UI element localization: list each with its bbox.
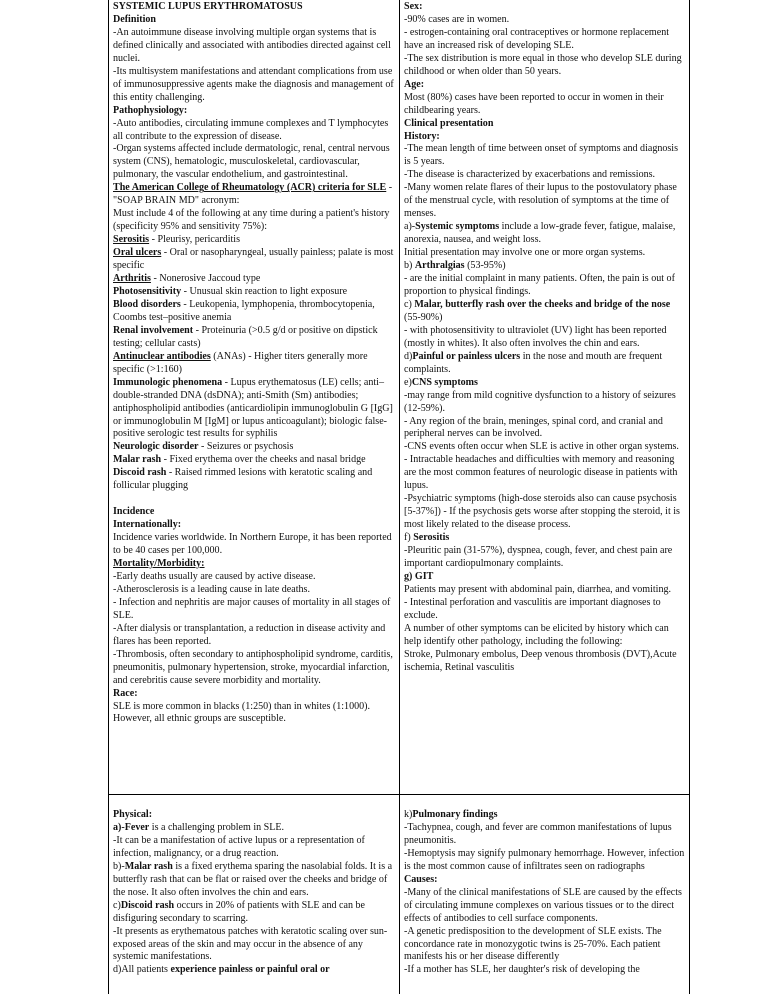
item-e (404, 377, 686, 390)
item-a-text-2: Initial presentation may involve one or more organ systems. (404, 247, 646, 259)
item-a-label: a)- (404, 221, 416, 233)
sex-line-1: -90% cases are in women. (404, 13, 510, 25)
item-e-line-3: -CNS events often occur when SLE is active in other organ systems. (404, 441, 679, 453)
mortality-heading: Mortality/Morbidity: (113, 558, 205, 570)
physical-b-label: b)- (113, 860, 125, 872)
item-e-term: CNS symptoms (411, 376, 478, 388)
physical-a-line-2: -It can be a manifestation of active lupus or a representation of infection, malignancy, or a drug reaction. (113, 834, 365, 859)
right-bottom-cell (400, 809, 689, 994)
race-text: SLE is more common in blacks (1:250) than in whites (1:1000). However, all ethnic groups are susceptible. (113, 700, 370, 725)
physical-b-term: Malar rash (124, 860, 173, 872)
physical-d-term: experience painless or painful oral or (170, 964, 330, 976)
physical-d (113, 964, 396, 977)
criteria-item (113, 325, 396, 351)
criteria-text: - Pleurisy, pericarditis (149, 234, 240, 246)
item-d (404, 351, 686, 377)
item-c-text-2: - with photosensitivity to ultraviolet (UV) light has been reported (mostly in whites). It also often involves the chin and ears. (404, 324, 667, 349)
left-top-cell (109, 1, 399, 793)
age-heading: Age: (404, 78, 425, 90)
mortality-line-1: -Early deaths usually are caused by active disease. (113, 570, 316, 582)
criteria-term: Serositis (113, 234, 150, 246)
item-b-text-2: - are the initial complaint in many patients. Often, the pain is out of proportion to physical findings. (404, 273, 675, 297)
criteria-item (113, 234, 396, 247)
race-heading: Race: (113, 687, 138, 699)
internationally-heading: Internationally: (113, 519, 182, 531)
item-a (404, 221, 686, 247)
physical-c (113, 900, 396, 926)
incidence-heading: Incidence (113, 506, 155, 518)
item-c-label: c) (404, 298, 415, 310)
item-g-term: GIT (414, 570, 434, 582)
item-g-line-2: - Intestinal perforation and vasculitis are important diagnoses to exclude. (404, 596, 661, 621)
physical-a-text: is a challenging problem in SLE. (149, 821, 285, 833)
criteria-text: - Proteinuria (>0.5 g/d or positive on dipstick testing; cellular casts) (113, 324, 378, 349)
causes-line-3: -If a mother has SLE, her daughter's risk of developing the (404, 964, 640, 976)
criteria-text: - Oral or nasopharyngeal, usually painless; palate is most specific (113, 247, 394, 272)
definition-para-2: -Its multisystem manifestations and attendant complications from use of immunosuppressive agents make the diagnosis and management of this entity challenging. (113, 65, 394, 103)
acr-heading-title: The American College of Rheumatology (ACR) criteria for SLE (113, 182, 387, 194)
item-k (404, 809, 686, 822)
criteria-text: - Unusual skin reaction to light exposure (181, 285, 348, 297)
criteria-term: Discoid rash (113, 467, 167, 479)
criteria-term: Malar rash (113, 454, 162, 466)
physical-c-line-2: -It presents as erythematous patches with keratotic scaling over sun-exposed areas of the skin and may occur in the absence of any systemic manifestations. (113, 925, 388, 963)
causes-line-1: -Many of the clinical manifestations of SLE are caused by the effects of circulating immune complexes on various tissues or to the direct effects of antibodies to cell surface components. (404, 886, 682, 924)
physical-a (113, 822, 396, 835)
item-k-line-1: -Tachypnea, cough, and fever are common manifestations of lupus pneumonitis. (404, 821, 672, 846)
criteria-item (113, 377, 396, 442)
item-c-term: Malar, butterfly rash over the cheeks and bridge of the nose (414, 298, 671, 310)
internationally-text: Incidence varies worldwide. In Northern Europe, it has been reported to be 40 cases per 100,000. (113, 532, 392, 557)
item-b (404, 260, 686, 273)
criteria-text: - Lupus erythematosus (LE) cells; anti–double-stranded DNA (dsDNA); anti-Smith (Sm) antibodies; antiphospholipid antibodies (anticardiolipin immunoglobulin G [IgG] or immunoglobulin M [IgM] or lupus anticoagulant); biologic false-positive serologic test results for syphilis (113, 376, 393, 440)
item-g-line-1: Patients may present with abdominal pain, diarrhea, and vomiting. (404, 583, 672, 595)
history-line-1: -The mean length of time between onset of symptoms and diagnosis is 5 years. (404, 143, 678, 168)
criteria-text: - Leukopenia, lymphopenia, thrombocytopenia, Coombs test–positive anemia (113, 298, 375, 323)
document-title: SYSTEMIC LUPUS ERYTHROMATOSUS (113, 1, 303, 12)
mortality-line-3: - Infection and nephritis are major causes of mortality in all stages of SLE. (113, 596, 391, 621)
criteria-term: Photosensitivity (113, 285, 182, 297)
criteria-item (113, 286, 396, 299)
item-b-text: (53-95%) (464, 260, 506, 272)
item-e-label: e) (404, 376, 412, 388)
definition-para-1: -An autoimmune disease involving multiple organ systems that is defined clinically and associated with antibodies directed against cell nuclei. (113, 26, 391, 64)
item-d-label: d) (404, 350, 413, 362)
physical-b-text: is a fixed erythema sparing the nasolabial folds. It is a butterfly rash that can be flat or raised over the cheeks and bridge of the nose. It also often involves the chin and ears. (113, 860, 393, 898)
item-g (404, 571, 686, 584)
criteria-term: Immunologic phenomena (113, 376, 223, 388)
criteria-item (113, 467, 396, 493)
physical-d-label: d)All patients (113, 964, 171, 976)
item-k-term: Pulmonary findings (412, 809, 498, 820)
item-e-line-2: - Any region of the brain, meninges, spinal cord, and cranial and peripheral nerves can be involved. (404, 415, 663, 440)
item-g-line-3: A number of other symptoms can be elicited by history which can help identify other pathology, including the following: (404, 622, 669, 647)
history-line-2: -The disease is characterized by exacerbations and remissions. (404, 169, 656, 181)
definition-heading: Definition (113, 13, 156, 25)
acr-heading-acronym: - "SOAP BRAIN MD" acronym: (113, 182, 393, 207)
sex-heading: Sex: (404, 1, 423, 12)
item-f-line-1: -Pleuritic pain (31-57%), dyspnea, cough, fever, and chest pain are important cardiopulmonary complaints. (404, 545, 673, 569)
sex-line-2: - estrogen-containing oral contraceptives or hormone replacement have an increased risk of developing SLE. (404, 26, 670, 51)
left-bottom-cell (109, 809, 399, 994)
mortality-line-5: -Thrombosis, often secondary to antiphospholipid syndrome, carditis, pneumonitis, pulmonary hypertension, stroke, myocardial infarction, and cerebritis cause severe morbidity and mortality. (113, 648, 393, 686)
physical-a-label: a)- (113, 821, 125, 833)
document-page (108, 0, 690, 994)
right-top-cell (400, 1, 689, 793)
item-e-line-5: -Psychiatric symptoms (high-dose steroids also can cause psychosis [5-37%]) - If the psychosis gets worse after stopping the steroid, it is most likely related to the disease process. (404, 493, 680, 531)
physical-b (113, 861, 396, 900)
sex-line-3: -The sex distribution is more equal in those who develop SLE during childhood or when older than 50 years. (404, 52, 682, 77)
criteria-text: - Seizures or psychosis (198, 441, 294, 453)
criteria-text: - Nonerosive Jaccoud type (150, 273, 261, 285)
criteria-item (113, 247, 396, 273)
mortality-line-4: -After dialysis or transplantation, a reduction in disease activity and flares has been reported. (113, 622, 386, 647)
criteria-term: Neurologic disorder (113, 441, 199, 453)
criteria-text: - Fixed erythema over the cheeks and nasal bridge (161, 454, 366, 466)
history-heading: History: (404, 130, 440, 142)
pathophysiology-heading: Pathophysiology: (113, 104, 188, 116)
age-text: Most (80%) cases have been reported to occur in women in their childbearing years. (404, 91, 664, 116)
item-k-line-2: -Hemoptysis may signify pulmonary hemorrhage. However, infection is the most common cause of infiltrates seen on radiographs (404, 847, 685, 872)
item-g-label: g) (404, 570, 415, 582)
history-line-3: -Many women relate flares of their lupus to the postovulatory phase of the menstrual cycle, with resolution of symptoms at the time of menses. (404, 182, 677, 220)
criteria-item (113, 441, 396, 454)
item-k-label: k) (404, 809, 413, 820)
item-f-label: f) (404, 532, 414, 544)
criteria-term: Antinuclear antibodies (113, 350, 211, 362)
item-g-line-4: Stroke, Pulmonary embolus, Deep venous thrombosis (DVT),Acute ischemia, Retinal vasculitis (404, 648, 677, 673)
criteria-term: Blood disorders (113, 298, 181, 310)
item-e-line-4: - Intractable headaches and difficulties with memory and reasoning are the most common features of neurologic disease in patients with lupus. (404, 454, 678, 492)
item-c (404, 299, 686, 325)
criteria-item (113, 273, 396, 286)
item-d-term: Painful or painless ulcers (412, 350, 521, 362)
item-f (404, 532, 686, 545)
criteria-term: Oral ulcers (113, 247, 162, 259)
item-f-term: Serositis (413, 532, 450, 544)
clinical-heading: Clinical presentation (404, 117, 494, 129)
row-divider (109, 794, 689, 795)
criteria-term: Renal involvement (113, 324, 194, 336)
pathophysiology-para-2: -Organ systems affected include dermatologic, renal, central nervous system (CNS), hematologic, musculoskeletal, cardiovascular, pulmonary, the vascular endothelium, and gastrointestinal. (113, 143, 390, 181)
item-d-text: in the nose and mouth are frequent complaints. (404, 350, 663, 375)
physical-c-text: occurs in 20% of patients with SLE and can be disfiguring secondary to scarring. (113, 899, 365, 924)
criteria-item (113, 454, 396, 467)
item-b-term: Arthralgias (414, 260, 465, 272)
physical-a-term: Fever (124, 821, 150, 833)
item-a-term: Systemic symptoms (415, 221, 500, 233)
item-c-text: (55-90%) (404, 311, 443, 323)
pathophysiology-para-1: -Auto antibodies, circulating immune complexes and T lymphocytes all contribute to the expression of disease. (113, 117, 389, 142)
criteria-term: Arthritis (113, 273, 151, 285)
physical-c-label: c) (113, 899, 121, 911)
criteria-text: (ANAs) - Higher titers generally more specific (>1:160) (113, 350, 368, 375)
physical-c-term: Discoid rash (120, 899, 175, 911)
causes-heading: Causes: (404, 873, 438, 885)
criteria-item (113, 351, 396, 377)
criteria-list (113, 234, 396, 493)
mortality-line-2: -Atherosclerosis is a leading cause in late deaths. (113, 583, 310, 595)
criteria-text: - Raised rimmed lesions with keratotic scaling and follicular plugging (113, 467, 373, 492)
item-e-line-1: -may range from mild cognitive dysfunction to a history of seizures (12-59%). (404, 389, 676, 414)
causes-line-2: -A genetic predisposition to the development of SLE exists. The concordance rate in monozygotic twins is 25-70%. Each patient manifests his or her disease differently (404, 925, 662, 963)
acr-heading (113, 182, 396, 208)
physical-heading: Physical: (113, 809, 153, 820)
acr-intro: Must include 4 of the following at any time during a patient's history (specificity 95% and sensitivity 75%): (113, 208, 390, 233)
criteria-item (113, 299, 396, 325)
item-a-text: include a low-grade fever, fatigue, malaise, anorexia, nausea, and weight loss. (404, 221, 676, 246)
item-b-label: b) (404, 260, 415, 272)
